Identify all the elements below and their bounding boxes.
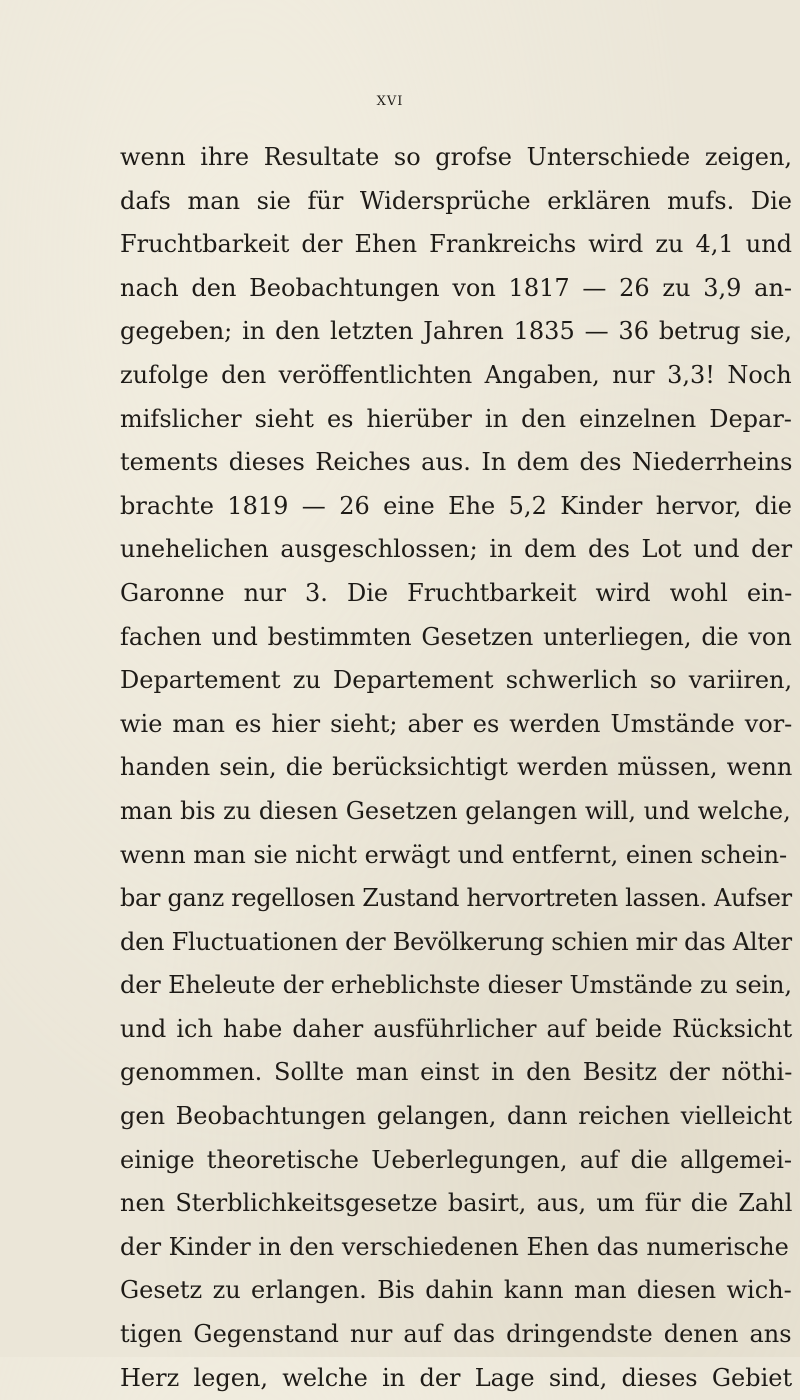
text-line: den Fluctuationen der Bevölkerung schien mir das Alter <box>120 927 792 956</box>
text-line: nach den Beobachtungen von 1817 — 26 zu 3,9 an- <box>120 273 793 302</box>
text-line: gegeben; in den letzten Jahren 1835 — 36 betrug sie, <box>120 317 792 346</box>
text-line: mifslicher sieht es hierüber in den einzelnen Depar- <box>120 404 792 433</box>
text-line: tigen Gegenstand nur auf das dringendste denen ans <box>120 1320 792 1349</box>
text-line: dafs man sie für Widersprüche erklären mufs. Die <box>120 186 792 215</box>
text-line: der Kinder in den verschiedenen Ehen das numerische <box>120 1232 789 1261</box>
text-line: fachen und bestimmten Gesetzen unterliegen, die von <box>120 622 792 651</box>
text-line: Gesetz zu erlangen. Bis dahin kann man diesen wich- <box>120 1276 792 1305</box>
text-line: Fruchtbarkeit der Ehen Frankreichs wird zu 4,1 und <box>120 230 793 259</box>
text-line: der Eheleute der erheblichste dieser Umstände zu sein, <box>120 971 792 1000</box>
text-line: unehelichen ausgeschlossen; in dem des Lot und der <box>120 535 793 564</box>
text-line: man bis zu diesen Gesetzen gelangen will, und welche, <box>120 796 791 825</box>
text-line: und ich habe daher ausführlicher auf beide Rücksicht <box>120 1014 793 1043</box>
text-line: wenn man sie nicht erwägt und entfernt, einen schein- <box>120 840 788 869</box>
text-line: einige theoretische Ueberlegungen, auf die allgemei- <box>120 1145 793 1174</box>
body-text <box>120 136 800 1400</box>
text-line: handen sein, die berücksichtigt werden müssen, wenn <box>120 753 793 782</box>
text-line: Herz legen, welche in der Lage sind, dieses Gebiet <box>120 1363 793 1392</box>
text-line: Garonne nur 3. Die Fruchtbarkeit wird wohl ein- <box>120 578 793 607</box>
text-line: brachte 1819 — 26 eine Ehe 5,2 Kinder hervor, die <box>120 491 793 520</box>
text-line: nen Sterblichkeitsgesetze basirt, aus, um für die Zahl <box>120 1189 793 1218</box>
text-line: bar ganz regellosen Zustand hervortreten lassen. Aufser <box>120 884 792 913</box>
text-line: wenn ihre Resultate so grofse Unterschiede zeigen, <box>120 143 793 171</box>
text-line: tements dieses Reiches aus. In dem des Niederrheins <box>120 448 793 477</box>
text-line: genommen. Sollte man einst in den Besitz der nöthi- <box>120 1058 793 1087</box>
text-line: Departement zu Departement schwerlich so variiren, <box>120 666 793 695</box>
text-line: wie man es hier sieht; aber es werden Umstände vor- <box>120 709 793 738</box>
running-head-page-number: XVI <box>376 94 404 109</box>
text-line: zufolge den veröffentlichten Angaben, nur 3,3! Noch <box>120 360 792 389</box>
text-line: gen Beobachtungen gelangen, dann reichen vielleicht <box>120 1102 792 1131</box>
